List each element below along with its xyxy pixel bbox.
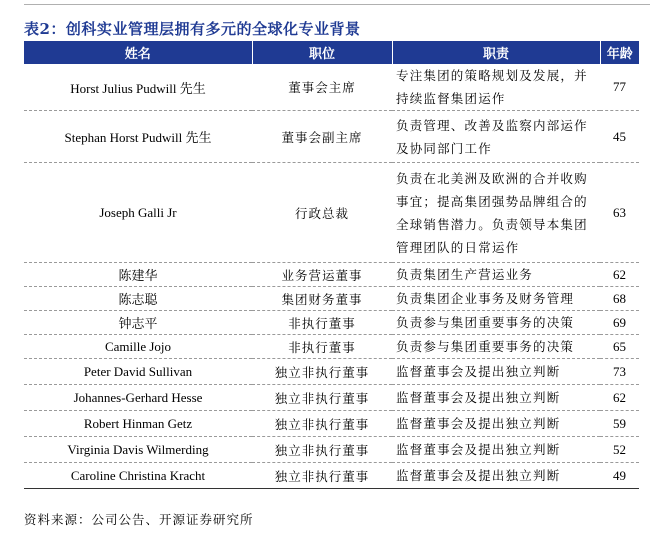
table-row: [24, 411, 639, 437]
age-cell: 52: [600, 437, 639, 463]
position-cell: 董事会主席: [252, 64, 392, 111]
table-row: [24, 64, 639, 111]
position-cell: 非执行董事: [252, 311, 392, 335]
duty-cell: 监督董事会及提出独立判断: [392, 359, 600, 385]
duty-cell: 负责参与集团重要事务的决策: [392, 335, 600, 359]
table-caption: 表2：创科实业管理层拥有多元的全球化专业背景: [24, 20, 361, 38]
duty-cell: 负责在北美洲及欧洲的合并收购事宜；提高集团强势品牌组合的全球销售潜力。负责领导本集团管理团队的日常运作: [392, 163, 600, 263]
duty-cell: 监督董事会及提出独立判断: [392, 411, 600, 437]
position-cell: 独立非执行董事: [252, 359, 392, 385]
age-cell: 45: [600, 111, 639, 163]
position-cell: 业务营运董事: [252, 263, 392, 287]
position-cell: 独立非执行董事: [252, 437, 392, 463]
age-cell: 59: [600, 411, 639, 437]
duty-cell: 监督董事会及提出独立判断: [392, 463, 600, 489]
duty-cell: 监督董事会及提出独立判断: [392, 437, 600, 463]
position-cell: 非执行董事: [252, 335, 392, 359]
age-cell: 73: [600, 359, 639, 385]
age-cell: 62: [600, 385, 639, 411]
name-cell: 钟志平: [24, 311, 252, 335]
table-row: [24, 111, 639, 163]
top-rule: [24, 4, 650, 5]
table-row: [24, 263, 639, 287]
position-cell: 行政总裁: [252, 163, 392, 263]
duty-cell: 负责集团生产营运业务: [392, 263, 600, 287]
position-cell: 集团财务董事: [252, 287, 392, 311]
position-cell: 董事会副主席: [252, 111, 392, 163]
name-cell: Virginia Davis Wilmerding: [24, 437, 252, 463]
name-cell: Horst Julius Pudwill 先生: [24, 64, 252, 111]
duty-cell: 专注集团的策略规划及发展，并持续监督集团运作: [392, 64, 600, 111]
age-cell: 69: [600, 311, 639, 335]
table-body: [24, 64, 639, 489]
table-row: [24, 463, 639, 489]
age-cell: 63: [600, 163, 639, 263]
name-cell: Johannes-Gerhard Hesse: [24, 385, 252, 411]
table-row: [24, 335, 639, 359]
header-position: 职位: [252, 41, 392, 64]
age-cell: 49: [600, 463, 639, 489]
duty-cell: 负责参与集团重要事务的决策: [392, 311, 600, 335]
header-age: 年龄: [600, 41, 639, 64]
table-row: [24, 287, 639, 311]
name-cell: Peter David Sullivan: [24, 359, 252, 385]
duty-cell: 监督董事会及提出独立判断: [392, 385, 600, 411]
name-cell: Stephan Horst Pudwill 先生: [24, 111, 252, 163]
name-cell: 陈建华: [24, 263, 252, 287]
age-cell: 65: [600, 335, 639, 359]
position-cell: 独立非执行董事: [252, 385, 392, 411]
name-cell: Robert Hinman Getz: [24, 411, 252, 437]
header-name: 姓名: [24, 41, 252, 64]
age-cell: 77: [600, 64, 639, 111]
table-row: [24, 437, 639, 463]
name-cell: Camille Jojo: [24, 335, 252, 359]
management-table: [24, 41, 639, 489]
duty-cell: 负责集团企业事务及财务管理: [392, 287, 600, 311]
name-cell: 陈志聪: [24, 287, 252, 311]
table-row: [24, 311, 639, 335]
position-cell: 独立非执行董事: [252, 463, 392, 489]
duty-cell: 负责管理、改善及监察内部运作及协同部门工作: [392, 111, 600, 163]
table-row: [24, 163, 639, 263]
table-row: [24, 359, 639, 385]
age-cell: 68: [600, 287, 639, 311]
source-note: 资料来源：公司公告、开源证券研究所: [24, 512, 254, 527]
table-row: [24, 385, 639, 411]
name-cell: Joseph Galli Jr: [24, 163, 252, 263]
position-cell: 独立非执行董事: [252, 411, 392, 437]
header-row: [24, 41, 639, 64]
header-duty: 职责: [392, 41, 600, 64]
age-cell: 62: [600, 263, 639, 287]
name-cell: Caroline Christina Kracht: [24, 463, 252, 489]
